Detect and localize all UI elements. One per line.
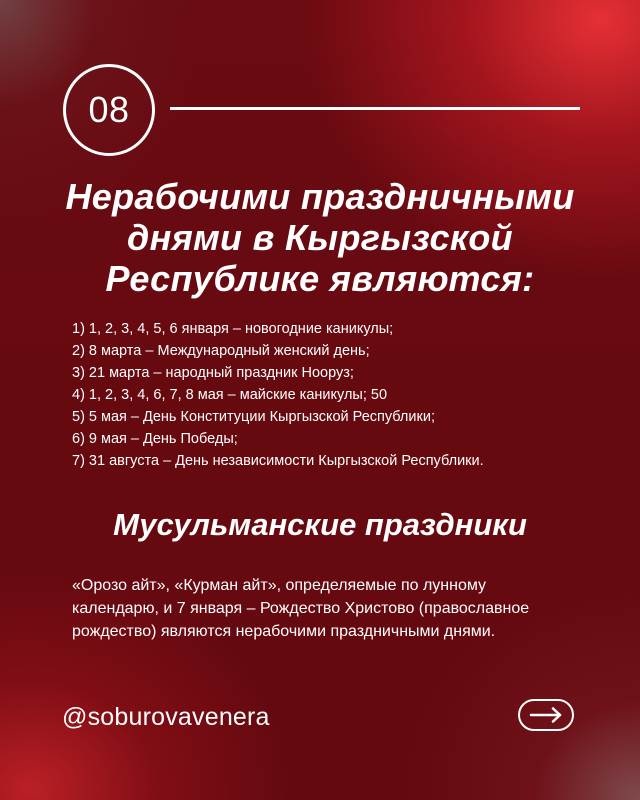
holiday-item-4: 4) 1, 2, 3, 4, 6, 7, 8 мая – майские каникулы; 50 bbox=[72, 387, 388, 403]
holiday-item-7: 7) 31 августа – День независимости Кыргызской Республики. bbox=[72, 453, 484, 469]
holiday-item-3: 3) 21 марта – народный праздник Нооруз; bbox=[72, 365, 354, 381]
author-handle: @soburovavenera bbox=[62, 703, 270, 731]
holiday-item-2: 2) 8 марта – Международный женский день; bbox=[72, 343, 370, 359]
next-slide-button[interactable] bbox=[518, 699, 574, 731]
main-title: Нерабочими праздничными днями в Кыргызской Республике являются: bbox=[65, 176, 575, 299]
holiday-list bbox=[72, 318, 612, 472]
header-divider-line bbox=[170, 107, 580, 110]
holiday-item-5: 5) 5 мая – День Конституции Кыргызской Республики; bbox=[72, 409, 435, 425]
section-subtitle: Мусульманские праздники bbox=[113, 507, 527, 542]
religious-holidays-paragraph: «Орозо айт», «Курман айт», определяемые по лунному календарю, и 7 января – Рождество Христово (православное рождество) являются нерабочими праздничными днями. bbox=[72, 577, 530, 640]
arrow-right-icon bbox=[529, 707, 563, 723]
holiday-item-6: 6) 9 мая – День Победы; bbox=[72, 431, 238, 447]
holiday-item-1: 1) 1, 2, 3, 4, 5, 6 января – новогодние каникулы; bbox=[72, 321, 394, 337]
slide-number-badge bbox=[63, 64, 155, 156]
slide-number: 08 bbox=[88, 89, 130, 130]
